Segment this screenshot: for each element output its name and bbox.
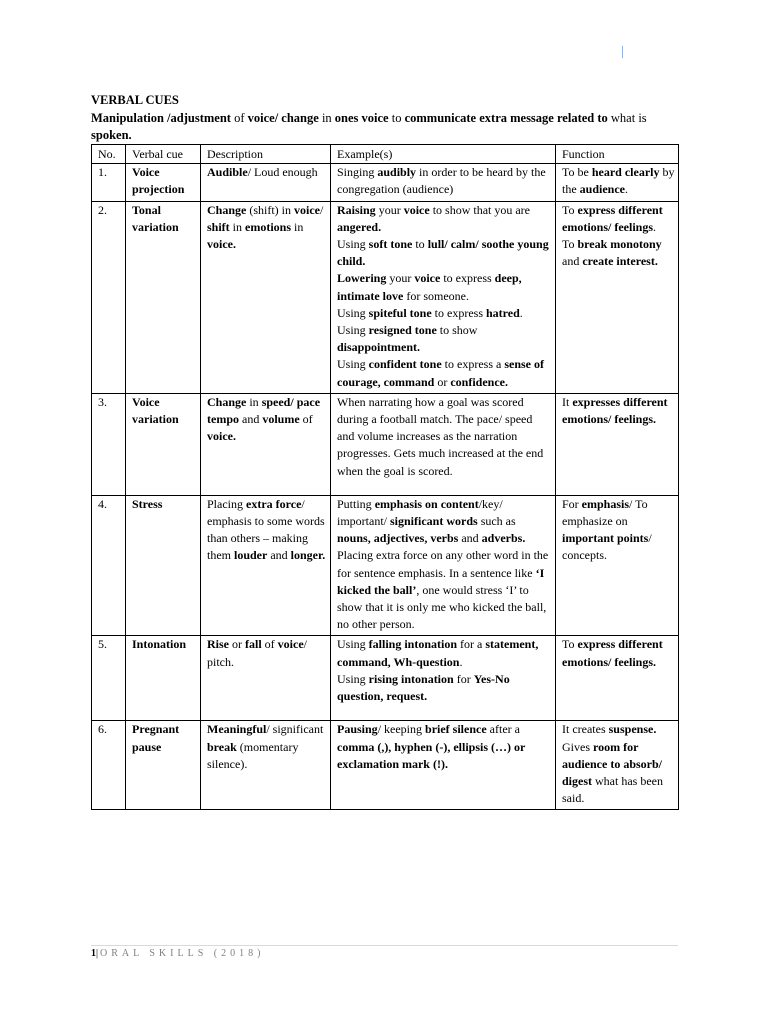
verbal-cues-table [91, 144, 679, 810]
row-number: 2. [92, 201, 126, 393]
function-cell [556, 201, 679, 393]
description-cell: Change in speed/ pace tempo and volume of voice. [201, 393, 331, 495]
cell-paragraph: Putting emphasis on content/key/ important/ significant words such as nouns, adjectives, verbs and adverbs. [337, 496, 526, 546]
function-cell [556, 495, 679, 636]
examples-cell [331, 495, 556, 636]
page-number: 1 [91, 948, 96, 959]
cell-paragraph: Lowering your voice to express deep, intimate love for someone. [337, 271, 522, 303]
examples-cell [331, 164, 556, 201]
description-cell: Placing extra force/ emphasis to some words than others – making them louder and longer. [201, 495, 331, 636]
cell-paragraph: It creates suspense. [562, 722, 657, 737]
verbal-cue-cell: Tonal variation [126, 201, 201, 393]
verbal-cue-cell: Pregnant pause [126, 721, 201, 810]
table-row [92, 495, 679, 636]
page-title: VERBAL CUES [91, 93, 179, 107]
cell-paragraph: To be heard clearly by the audience. [562, 165, 675, 197]
verbal-cue-cell: Intonation [126, 636, 201, 721]
intro-text: Manipulation /adjustment of voice/ change in ones voice to communicate extra message related to what is spoken. [91, 111, 647, 142]
footer-separator: | [96, 948, 99, 959]
cell-paragraph: Using falling intonation for a statement, command, Wh-question. [337, 637, 539, 669]
function-cell [556, 721, 679, 810]
examples-cell [331, 201, 556, 393]
row-number: 4. [92, 495, 126, 636]
examples-cell [331, 393, 556, 495]
cell-paragraph: Placing extra force on any other word in the for sentence emphasis. In a sentence like ‘I kicked the ball’, one would stress ‘I’ to show that it is only me who kicked the ball, no other person. [337, 548, 549, 632]
cell-paragraph: Using spiteful tone to express hatred. [337, 305, 523, 320]
cell-paragraph: To break monotony and create interest. [562, 237, 662, 269]
row-number: 3. [92, 393, 126, 495]
cell-paragraph: For emphasis/ To emphasize on important points/ concepts. [562, 496, 652, 563]
cell-paragraph: Using rising intonation for Yes-No question, request. [337, 671, 510, 704]
text-cursor [622, 46, 623, 58]
row-number: 1. [92, 164, 126, 201]
table-row [92, 164, 679, 201]
header-no: No. [92, 145, 126, 164]
row-number: 6. [92, 721, 126, 810]
cell-paragraph: Pausing/ keeping brief silence after a comma (,), hyphen (-), ellipsis (…) or exclamation mark (!). [337, 722, 526, 771]
table-row [92, 201, 679, 393]
description-cell: Rise or fall of voice/ pitch. [201, 636, 331, 721]
examples-cell [331, 636, 556, 721]
header-function: Function [556, 145, 679, 164]
description-cell: Meaningful/ significant break (momentary silence). [201, 721, 331, 810]
cell-paragraph: Using soft tone to lull/ calm/ soothe young child. [337, 237, 549, 269]
function-cell [556, 636, 679, 721]
function-cell [556, 164, 679, 201]
table-row [92, 393, 679, 495]
description-cell: Audible/ Loud enough [201, 164, 331, 201]
cell-paragraph: When narrating how a goal was scored during a football match. The pace/ speed and volume increases as the narration progresses. Gets much increased at the end when the goal is scored. [337, 394, 544, 478]
page-footer [91, 948, 264, 959]
table-row [92, 636, 679, 721]
header-description: Description [201, 145, 331, 164]
verbal-cue-cell: Stress [126, 495, 201, 636]
examples-cell [331, 721, 556, 810]
header-examples: Example(s) [331, 145, 556, 164]
cell-paragraph: Raising your voice to show that you are angered. [337, 202, 530, 234]
cell-paragraph: Using resigned tone to show disappointment. [337, 323, 478, 355]
footer-divider [91, 945, 678, 946]
cell-paragraph: Using confident tone to express a sense of courage, command or confidence. [337, 357, 544, 389]
cell-paragraph: Gives room for audience to absorb/ digest what has been said. [562, 739, 663, 806]
cell-paragraph: Singing audibly in order to be heard by the congregation (audience) [337, 165, 546, 197]
description-cell: Change (shift) in voice/ shift in emotions in voice. [201, 201, 331, 393]
verbal-cue-cell: Voice variation [126, 393, 201, 495]
cell-paragraph: To express different emotions/ feelings. [562, 637, 663, 669]
table-row [92, 721, 679, 810]
header-verbal-cue: Verbal cue [126, 145, 201, 164]
table-header-row [92, 145, 679, 164]
verbal-cue-cell: Voice projection [126, 164, 201, 201]
footer-course-title: ORAL SKILLS (2018) [100, 948, 265, 959]
row-number: 5. [92, 636, 126, 721]
function-cell [556, 393, 679, 495]
cell-paragraph: It expresses different emotions/ feelings. [562, 394, 668, 427]
cell-paragraph: To express different emotions/ feelings. [562, 202, 663, 234]
